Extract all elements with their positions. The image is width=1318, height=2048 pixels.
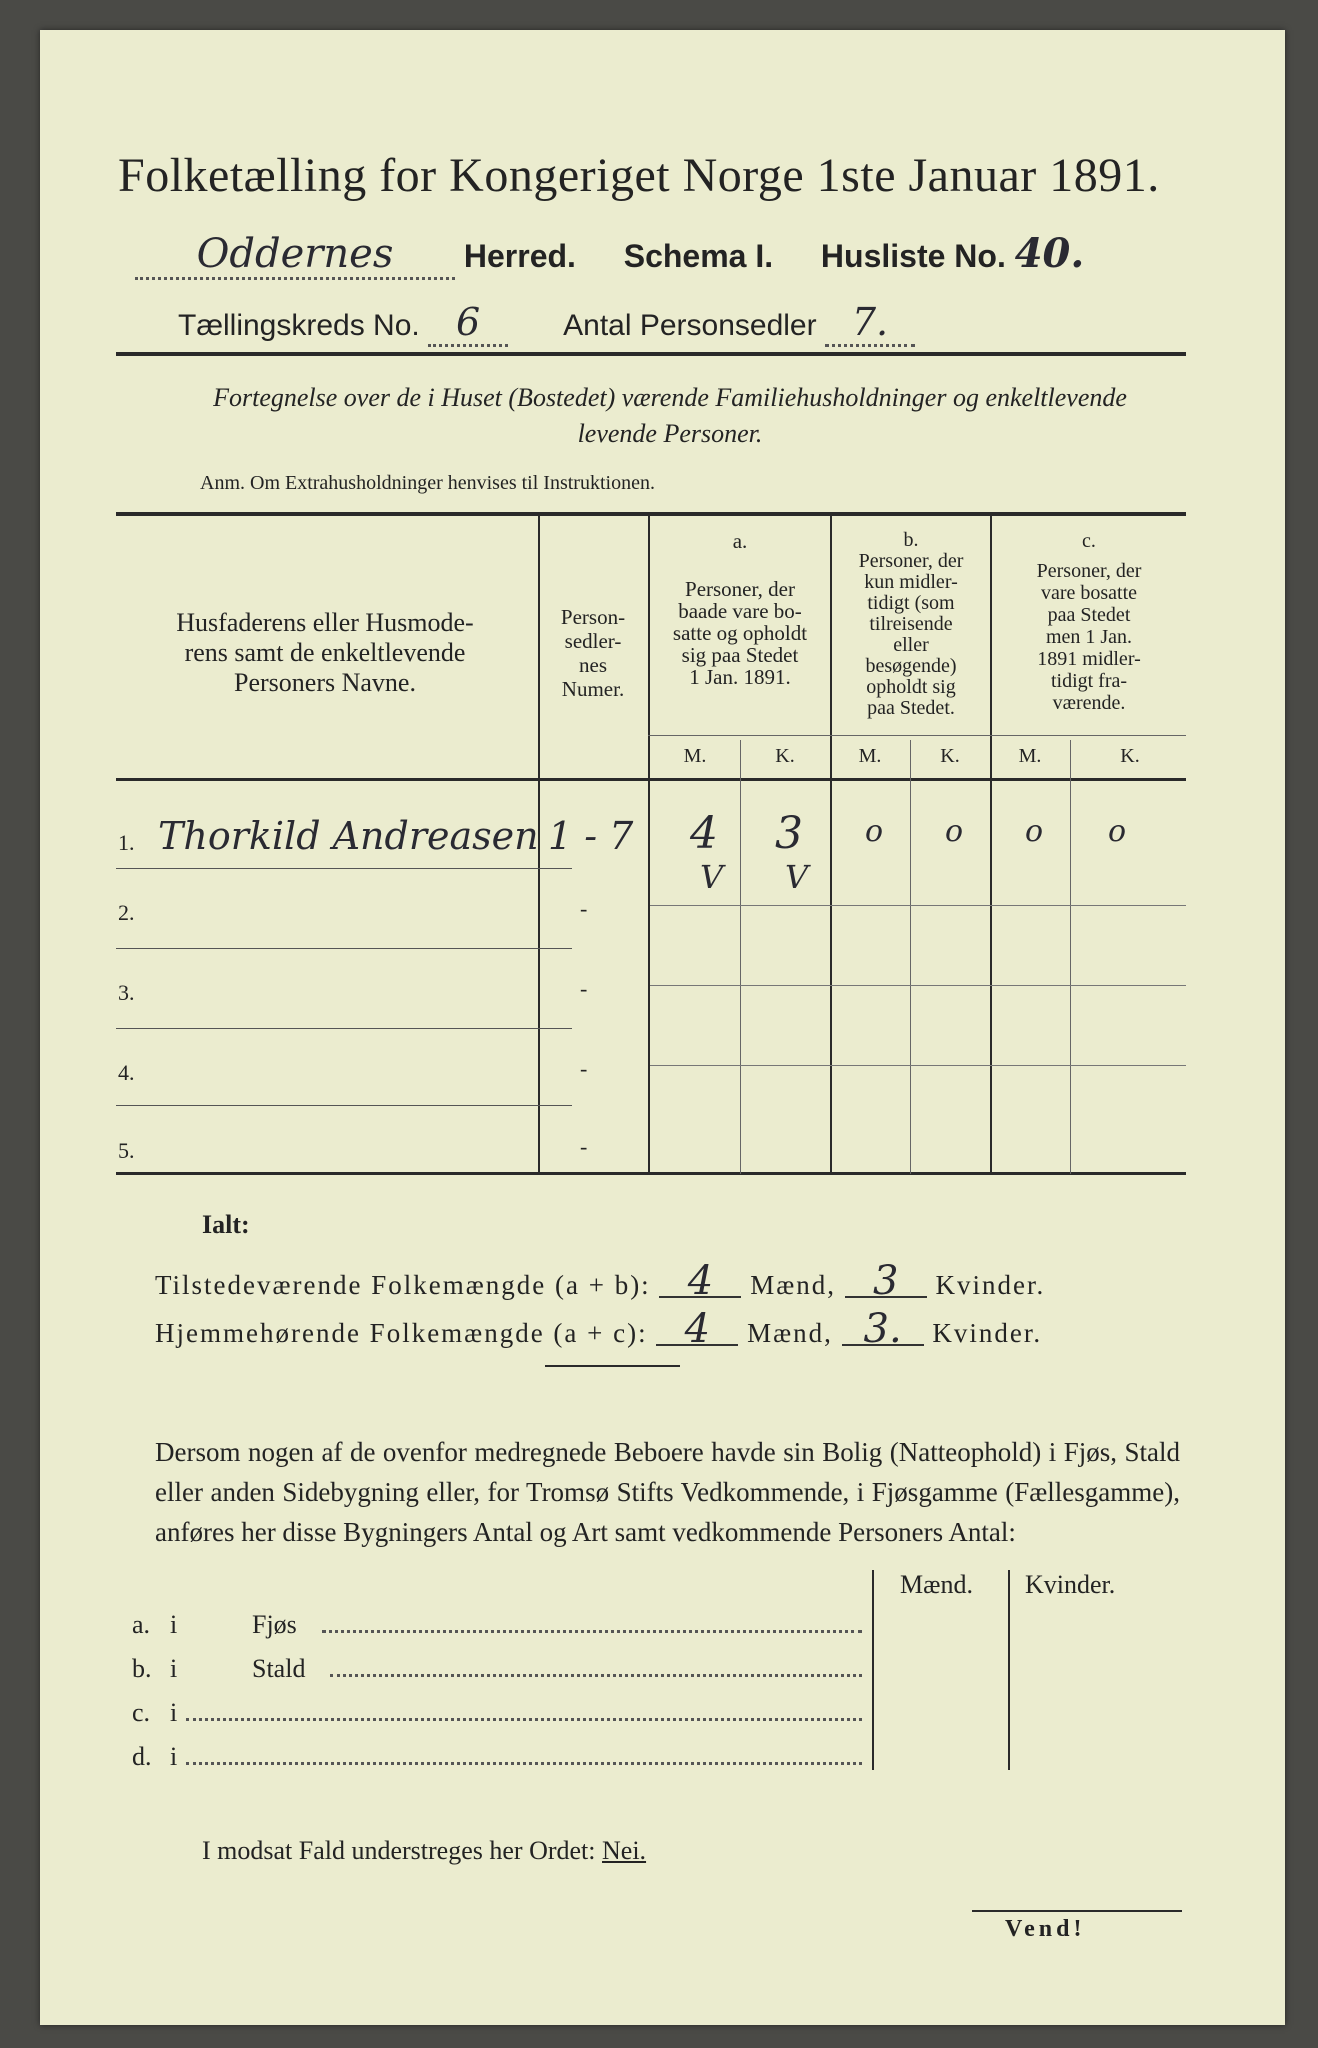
col-a-l1: Personer, der [685, 577, 795, 601]
col-a-l5: 1 Jan. 1891. [689, 665, 791, 689]
a-m-label: M. [683, 745, 707, 767]
col-header-numer-l4: Numer. [561, 677, 625, 701]
tilstede-kvinder-label: Kvinder. [935, 1270, 1046, 1300]
col-header-numer [540, 605, 646, 701]
a-k-label: K. [775, 745, 795, 767]
building-row-c-letter: c. [132, 1698, 151, 1727]
col-c-l4: men 1 Jan. [1045, 626, 1133, 648]
herred-line [135, 230, 1285, 280]
col-b-l1: Personer, der [858, 550, 964, 572]
tilstede-label: Tilstedeværende Folkemængde (a + b): [155, 1270, 651, 1300]
hjemme-kvinder-label: Kvinder. [932, 1318, 1043, 1348]
description-line-2: levende Personer. [577, 419, 763, 448]
ialt-label: Ialt: [202, 1210, 250, 1239]
building-row-b-label: Stald [252, 1654, 306, 1683]
vend-rule [972, 1910, 1182, 1912]
herred-value: Oddernes [196, 231, 394, 277]
col-b-l2: kun midler- [864, 571, 958, 593]
row-1-c-k: o [1108, 814, 1127, 849]
kreds-value: 6 [456, 300, 481, 344]
buildings-paragraph: Dersom nogen af de ovenfor medregnede Beboere havde sin Bolig (Natteophold) i Fjøs, Stald eller anden Sidebygning eller, for Tromsø Stifts Vedkommende, i Fjøsgamme (Fællesgamme), anføres her disse Bygningers Antal og Art samt vedkommende Personers Antal: [155, 1437, 1180, 1547]
modsat-label: I modsat Fald understreges her Ordet: [202, 1836, 596, 1865]
section-divider [545, 1365, 680, 1367]
mk-top-rule [648, 735, 1186, 736]
col-b-l5: eller [893, 634, 929, 656]
husliste-value: 40. [1014, 230, 1085, 277]
col-b-l3: tidigt (som [867, 592, 955, 614]
col-divider-a-mk [740, 740, 741, 1174]
col-header-names-l3: Personers Navne. [234, 668, 416, 697]
col-header-a [650, 530, 830, 688]
schema-label: Schema I. [623, 238, 774, 274]
kreds-label: Tællingskreds No. [178, 309, 420, 342]
col-b-l7: opholdt sig [866, 676, 956, 698]
building-row-d-dots [186, 1762, 862, 1765]
col-header-names-l1: Husfaderens eller Husmode- [176, 608, 474, 637]
row-3-number: 3. [118, 980, 135, 1005]
building-row-a-label: Fjøs [252, 1610, 297, 1639]
row-1-nums: 1 - 7 [548, 814, 634, 858]
col-b-l4: tilreisende [869, 613, 953, 635]
col-c-l5: 1891 midler- [1037, 648, 1141, 670]
buildings-kvinder-header: Kvinder. [1025, 1570, 1116, 1599]
kreds-field [428, 300, 508, 347]
col-a-letter: a. [732, 529, 748, 553]
col-header-numer-l2: sedler- [564, 629, 622, 653]
row-1-b-m: o [865, 814, 884, 849]
building-row-a-letter: a. [132, 1610, 151, 1639]
grid-line-3 [650, 1065, 1186, 1066]
row-5-nums: - [580, 1134, 588, 1159]
row-4-number: 4. [118, 1060, 135, 1085]
hjemme-maend-value: 4 [656, 1314, 738, 1346]
col-header-numer-l1: Person- [560, 605, 626, 629]
antal-value: 7. [851, 300, 889, 344]
building-row-b-dots [330, 1674, 862, 1677]
tilstede-maend-value: 4 [659, 1266, 741, 1298]
description-line-1: Fortegnelse over de i Huset (Bostedet) værende Familiehusholdninger og enkeltlevende [213, 383, 1127, 412]
col-b-letter: b. [903, 529, 919, 551]
col-a-l2: baade vare bo- [678, 599, 802, 623]
hjemme-kvinder-value: 3. [842, 1314, 924, 1346]
hjemme-line [155, 1306, 1043, 1352]
c-m-label: M. [1018, 745, 1042, 767]
col-c-l6: tidigt fra- [1050, 670, 1128, 692]
herred-field [135, 231, 455, 280]
row-5-number: 5. [118, 1138, 135, 1163]
col-header-names-l2: rens samt de enkeltlevende [184, 638, 466, 667]
building-row-b-letter: b. [132, 1654, 152, 1683]
header-divider [116, 352, 1186, 356]
table-header-rule [116, 778, 1186, 781]
form-title: Folketælling for Kongeriget Norge 1ste Januar 1891. [118, 149, 1160, 202]
hjemme-label: Hjemmehørende Folkemængde (a + c): [155, 1318, 648, 1348]
row-1-c-m: o [1025, 814, 1044, 849]
col-c-l1: Personer, der [1036, 560, 1142, 582]
col-header-names [120, 608, 530, 698]
row-4-line [116, 1105, 572, 1106]
building-row-d-letter: d. [132, 1742, 152, 1771]
tilstede-maend-label: Mænd, [750, 1270, 836, 1300]
col-header-numer-l3: nes [579, 653, 607, 677]
col-c-letter: c. [1082, 530, 1096, 552]
census-form-page [40, 30, 1285, 2025]
col-b-l8: paa Stedet. [867, 697, 955, 719]
row-2-nums: - [580, 896, 588, 921]
col-c-l3: paa Stedet [1047, 604, 1131, 626]
row-4-nums: - [580, 1056, 588, 1081]
col-divider-b-mk [910, 740, 911, 1174]
building-row-c-dots [186, 1718, 862, 1721]
row-2-line [116, 948, 572, 949]
row-1-name: Thorkild Andreasen [158, 814, 539, 858]
row-1-line [116, 868, 572, 869]
col-header-b [832, 530, 990, 719]
buildings-divider-1 [872, 1570, 874, 1770]
modsat-line [202, 1836, 646, 1866]
buildings-maend-header: Mænd. [900, 1570, 973, 1599]
row-2-number: 2. [118, 900, 135, 925]
building-row-a-dots [322, 1630, 862, 1633]
grid-line-2 [650, 985, 1186, 986]
tilstede-kvinder-value: 3 [845, 1266, 927, 1298]
row-3-nums: - [580, 976, 588, 1001]
building-row-d-i: i [170, 1742, 178, 1771]
building-row-b-i: i [170, 1654, 178, 1683]
row-1-number: 1. [118, 830, 135, 855]
col-divider-c-mk [1070, 740, 1071, 1174]
table-bottom-rule [116, 1172, 1186, 1175]
building-row-a-i: i [170, 1610, 178, 1639]
row-2-a-k-check: V [785, 858, 809, 896]
antal-field [825, 300, 915, 347]
row-2-a-m-check: V [700, 858, 724, 896]
nei-word: Nei. [602, 1836, 647, 1865]
row-1-b-k: o [945, 814, 964, 849]
table-top-rule [116, 512, 1186, 516]
b-k-label: K. [940, 745, 960, 767]
hjemme-maend-label: Mænd, [747, 1318, 833, 1348]
grid-line-1 [650, 905, 1186, 906]
vend-label: Vend! [1005, 1916, 1086, 1942]
col-header-c [992, 530, 1186, 714]
herred-label: Herred. [463, 238, 576, 274]
antal-label: Antal Personsedler [563, 309, 817, 342]
description [150, 380, 1190, 452]
tilstede-line [155, 1258, 1046, 1304]
c-k-label: K. [1120, 745, 1140, 767]
col-c-l2: vare bosatte [1040, 582, 1138, 604]
husliste-label: Husliste No. [820, 238, 1006, 274]
col-a-l3: satte og opholdt [672, 621, 808, 645]
col-b-l6: besøgende) [865, 655, 957, 677]
anm-note: Anm. Om Extrahusholdninger henvises til Instruktionen. [200, 472, 655, 494]
kreds-line [178, 300, 915, 347]
building-row-c-i: i [170, 1698, 178, 1727]
col-c-l7: værende. [1052, 692, 1126, 714]
row-3-line [116, 1028, 572, 1029]
b-m-label: M. [858, 745, 882, 767]
col-a-l4: sig paa Stedet [681, 643, 799, 667]
row-1-a-k: 3 [775, 808, 803, 859]
buildings-divider-2 [1008, 1570, 1010, 1770]
row-1-a-m: 4 [690, 808, 718, 859]
